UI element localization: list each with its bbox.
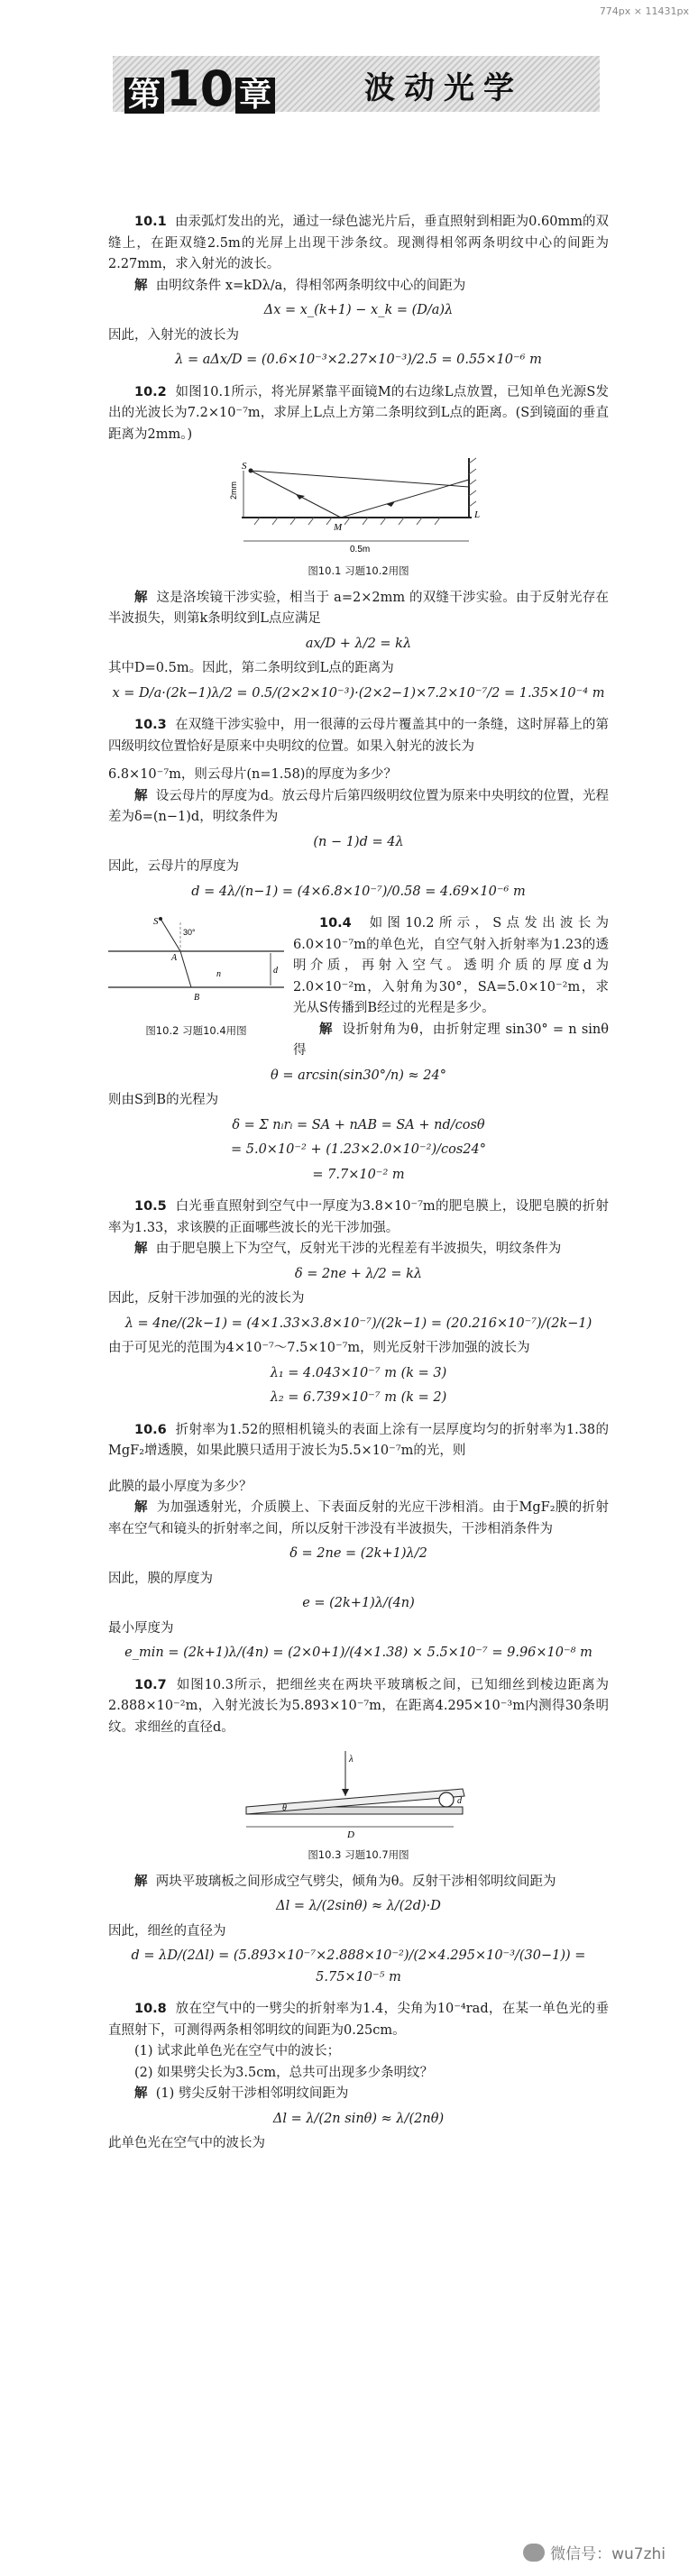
figure-label-l: L <box>473 509 480 520</box>
paragraph: 此膜的最小厚度为多少？ <box>108 1479 253 1494</box>
equation: δ = Σ nᵢrᵢ = SA + nAB = SA + nd/cosθ <box>232 1117 485 1132</box>
solution-10-3: 解 设云母片的厚度为d。放云母片后第四级明纹位置为原来中央明纹的位置，光程差为δ=(n−1)d，明纹条件为 <box>108 788 609 824</box>
equation: e = (2k+1)λ/(4n) <box>302 1596 415 1610</box>
solution-10-5: 解 由于肥皂膜上下为空气，反射光干涉的光程差有半波损失，明纹条件为 <box>134 1242 562 1256</box>
equation: δ = 2ne = (2k+1)λ/2 <box>289 1546 427 1561</box>
solution-10-8: 解 (1) 劈尖反射干涉相邻明纹间距为 <box>134 2086 349 2101</box>
problem-10-2: 10.2 如图10.1所示，将光屏紧靠平面镜M的右边缘L点放置，已知单色光源S发出的光波长为7.2×10⁻⁷m，求屏上L点上方第二条明纹到L点的距离。(S到镜面的垂直距离为2mm。) <box>108 384 610 442</box>
figure-label-big-d: D <box>346 1829 354 1840</box>
equation: Δx = x_(k+1) − x_k = (D/a)λ <box>263 303 454 317</box>
equation: Δl = λ/(2n sinθ) ≈ λ/(2nθ) <box>272 2111 445 2126</box>
equation: λ₂ = 6.739×10⁻⁷ m (k = 2) <box>270 1390 447 1405</box>
problem-10-8: 10.8 放在空气中的一劈尖的折射率为1.4，尖角为10⁻⁴rad，在某一单色光的垂直照射下，可测得两条相邻明纹的间距为0.25cm。 <box>108 2002 610 2038</box>
problem-10-7: 10.7 如图10.3所示，把细丝夹在两块平玻璃板之间，已知细丝到棱边距离为2.888×10⁻²m，入射光波长为5.893×10⁻⁷m，在距离4.295×10⁻³m内测得30条明纹。求细丝的直径d。 <box>108 1677 609 1735</box>
paragraph: 因此，细丝的直径为 <box>108 1923 226 1939</box>
paragraph: 因此，入射光的波长为 <box>108 327 239 343</box>
equation: λ₁ = 4.043×10⁻⁷ m (k = 3) <box>270 1365 447 1380</box>
paragraph: 此单色光在空气中的波长为 <box>108 2136 265 2150</box>
figure-label-d: d <box>456 1796 462 1806</box>
paragraph: 则由S到B的光程为 <box>108 1093 219 1107</box>
document-body <box>108 212 609 2155</box>
solution-10-7: 解 两块平玻璃板之间形成空气劈尖，倾角为θ。反射干涉相邻明纹间距为 <box>134 1874 556 1889</box>
equation: d = λD/(2Δl) = (5.893×10⁻⁷×2.888×10⁻²)/(2×4.295×10⁻³/(30−1)) = 5.75×10⁻⁵ m <box>131 1948 586 1985</box>
equation: Δl = λ/(2sinθ) ≈ λ/(2d)·D <box>276 1899 441 1913</box>
equation: d = 4λ/(n−1) = (4×6.8×10⁻⁷)/0.58 = 4.69×10⁻⁶ m <box>191 884 526 899</box>
paragraph: 由于可见光的范围为4×10⁻⁷～7.5×10⁻⁷m，则光反射干涉加强的波长为 <box>108 1341 530 1355</box>
paragraph: 6.8×10⁻⁷m，则云母片(n=1.58)的厚度为多少？ <box>108 767 397 782</box>
chapter-title: 波动光学 <box>364 70 523 106</box>
chapter-badge <box>124 50 275 117</box>
paragraph: 其中D=0.5m。因此，第二条明纹到L点的距离为 <box>108 661 394 675</box>
problem-10-3: 10.3 在双缝干涉实验中，用一很薄的云母片覆盖其中的一条缝，这时屏幕上的第四级明纹位置恰好是原来中央明纹的位置。如果入射光的波长为 <box>108 718 610 754</box>
equation: e_min = (2k+1)λ/(4n) = (2×0+1)/(4×1.38) × 5.5×10⁻⁷ = 9.96×10⁻⁸ m <box>124 1646 592 1660</box>
solution-10-4: 解 设折射角为θ，由折射定理 sin30° = n sinθ 得 <box>293 1022 609 1058</box>
solution-10-6: 解 为加强透射光，介质膜上、下表面反射的光应干涉相消。由于MgF₂膜的折射率在空气和镜头的折射率之间，所以反射干涉没有半波损失，干涉相消条件为 <box>108 1500 610 1536</box>
equation: x = D/a·(2k−1)λ/2 = 0.5/(2×2×10⁻³)·(2×2−1)×7.2×10⁻⁷/2 = 1.35×10⁻⁴ m <box>112 685 605 701</box>
figure-label-30: 30° <box>183 928 196 937</box>
problem-10-6: 10.6 折射率为1.52的照相机镜头的表面上涂有一层厚度均匀的折射率为1.38的MgF₂增透膜，如果此膜只适用于波长为5.5×10⁻⁷m的光，则 <box>108 1422 609 1458</box>
paragraph: 因此，反射干涉加强的光的波长为 <box>108 1291 305 1306</box>
watermark-text: 微信号：wu7zhi <box>550 2545 666 2563</box>
solution-10-2: 解 这是洛埃镜干涉实验，相当于 a=2×2mm 的双缝干涉实验。由于反射光存在半波损失，则第k条明纹到L点应满足 <box>108 590 610 626</box>
chapter-prefix: 第 <box>124 78 164 114</box>
figure-10-1-lloyd-mirror <box>224 451 494 559</box>
figure-label-lambda: λ <box>348 1754 354 1765</box>
question-1: (1) 试求此单色光在空气中的波长； <box>134 2044 341 2058</box>
equation: = 7.7×10⁻² m <box>312 1167 405 1182</box>
figure-label-s: S <box>153 916 159 927</box>
figure-label-s: S <box>241 461 246 472</box>
equation: = 5.0×10⁻² + (1.23×2.0×10⁻²)/cos24° <box>230 1142 486 1157</box>
paragraph: 最小厚度为 <box>108 1620 174 1636</box>
figure-label-2mm: 2mm <box>228 481 238 500</box>
paragraph: 因此，云母片的厚度为 <box>108 859 239 874</box>
figure-label-b: B <box>194 993 200 1003</box>
figure-caption: 图10.3 习题10.7用图 <box>308 1848 409 1861</box>
chapter-number: 10 <box>166 60 234 117</box>
equation: λ = 4ne/(2k−1) = (4×1.33×3.8×10⁻⁷)/(2k−1) = (20.216×10⁻⁷)/(2k−1) <box>124 1316 592 1331</box>
equation: δ = 2ne + λ/2 = kλ <box>294 1266 423 1281</box>
equation: (n − 1)d = 4λ <box>313 834 404 849</box>
wechat-icon <box>523 2544 545 2562</box>
figure-label-theta: θ <box>281 1803 287 1813</box>
figure-label-m: M <box>333 522 342 533</box>
problem-10-5: 10.5 白光垂直照射到空气中一厚度为3.8×10⁻⁷m的肥皂膜上，设肥皂膜的折射率为1.33，求该膜的正面哪些波长的光干涉加强。 <box>108 1199 610 1235</box>
equation: θ = arcsin(sin30°/n) ≈ 24° <box>271 1068 446 1083</box>
problem-10-1: 10.1 由汞弧灯发出的光，通过一绿色滤光片后，垂直照射到相距为0.60mm的双缝上，在距双缝2.5m的光屏上出现干涉条纹。现测得相邻两条明纹中心的间距为2.27mm，求入射光的波长。 <box>108 215 609 271</box>
figure-label-n: n <box>216 969 221 979</box>
problem-10-4: 10.4 如图10.2所示，S点发出波长为6.0×10⁻⁷m的单色光，自空气射入折射率为1.23的透明介质，再射入空气。透明介质的厚度d为2.0×10⁻²m，入射角为30°，SA=5.0×10⁻²m，求光从S传播到B经过的光程是多少。 <box>293 916 610 1015</box>
question-2: (2) 如果劈尖长为3.5cm，总共可出现多少条明纹？ <box>134 2065 434 2080</box>
figure-caption: 图10.2 习题10.4用图 <box>145 1023 247 1037</box>
wechat-watermark <box>523 2541 666 2563</box>
paragraph: 因此，膜的厚度为 <box>108 1571 213 1586</box>
figure-10-3-air-wedge <box>228 1744 490 1843</box>
dimension-label: 774px × 11431px <box>599 5 689 17</box>
figure-10-2-slab <box>108 913 284 1013</box>
figure-label-0-5m: 0.5m <box>349 545 370 555</box>
equation: λ = aΔx/D = (0.6×10⁻³×2.27×10⁻³)/2.5 = 0.55×10⁻⁶ m <box>175 353 542 367</box>
chapter-suffix: 章 <box>235 78 275 114</box>
figure-label-a: A <box>171 953 178 963</box>
figure-caption: 图10.1 习题10.2用图 <box>308 564 409 577</box>
solution-10-1: 解 由明纹条件 x=kDλ/a，得相邻两条明纹中心的间距为 <box>134 278 466 293</box>
figure-label-d: d <box>273 966 278 976</box>
equation: ax/D + λ/2 = kλ <box>305 636 412 651</box>
